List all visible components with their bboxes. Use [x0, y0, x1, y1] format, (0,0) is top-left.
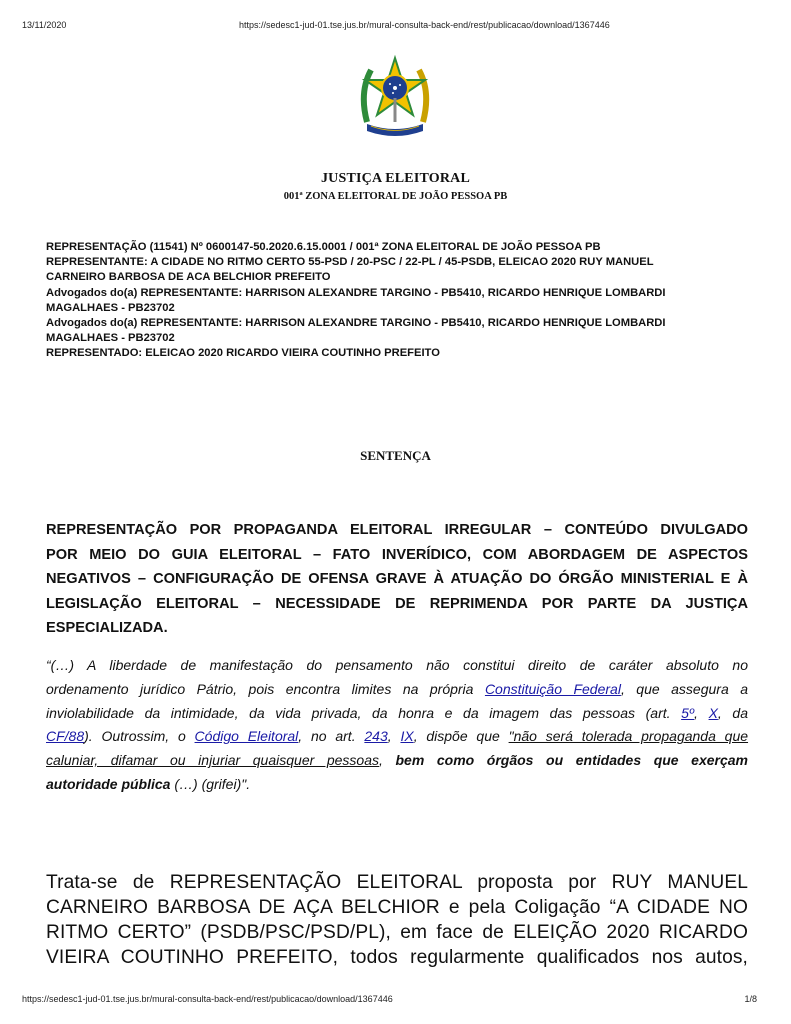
caption-line: CARNEIRO BARBOSA DE ACA BELCHIOR PREFEITO — [46, 271, 331, 284]
quoted-precedent — [46, 654, 748, 797]
body-paragraph — [46, 870, 748, 970]
quote-line — [46, 654, 748, 678]
print-url[interactable]: https://sedesc1-jud-01.tse.jus.br/mural-consulta-back-end/rest/publicacao/download/1367446 — [239, 20, 610, 30]
quote-underlined: caluniar, difamar ou injuriar quaisquer pessoas — [46, 752, 379, 769]
quote-text: ). Outrossim, o — [84, 728, 195, 745]
quote-text: “(…) A liberdade de manifestação do pensamento não constitui direito de caráter absoluto no — [46, 657, 748, 673]
quote-bold: bem como órgãos ou entidades que exerçam — [395, 752, 748, 769]
caption-line: REPRESENTANTE: A CIDADE NO RITMO CERTO 55-PSD / 20-PSC / 22-PL / 45-PSDB, ELEICAO 2020 RUY MANUEL — [46, 256, 654, 269]
brazil-coat-of-arms-icon — [357, 52, 433, 140]
ementa-line: ESPECIALIZADA. — [46, 620, 168, 636]
ementa-line: POR MEIO DO GUIA ELEITORAL – FATO INVERÍDICO, COM ABORDAGEM DE ASPECTOS — [46, 546, 748, 563]
caption-line: REPRESENTADO: ELEICAO 2020 RICARDO VIEIRA COUTINHO PREFEITO — [46, 347, 440, 360]
ementa-line: NEGATIVOS – CONFIGURAÇÃO DE OFENSA GRAVE À ATUAÇÃO DO ÓRGÃO MINISTERIAL E À — [46, 571, 748, 587]
quote-text: , que assegura a — [620, 680, 749, 697]
caption-line: MAGALHAES - PB23702 — [46, 332, 175, 345]
footer-url[interactable]: https://sedesc1-jud-01.tse.jus.br/mural-consulta-back-end/rest/publicacao/download/1367446 — [22, 994, 393, 1004]
ementa-line: LEGISLAÇÃO ELEITORAL – NECESSIDADE DE REPRIMENDA POR PARTE DA JUSTIÇA — [46, 595, 748, 612]
caption-line: Advogados do(a) REPRESENTANTE: HARRISON ALEXANDRE TARGINO - PB5410, RICARDO HENRIQUE LOMBARDI — [46, 286, 666, 299]
court-title: JUSTIÇA ELEITORAL — [320, 171, 471, 186]
quote-underlined: "não será tolerada propaganda que — [508, 728, 749, 745]
quote-text: , — [694, 704, 709, 721]
quote-text: , — [387, 728, 401, 745]
case-caption — [46, 240, 746, 362]
page-number: 1/8 — [744, 994, 757, 1004]
link-inciso-x[interactable]: X — [708, 704, 718, 721]
quote-line — [46, 702, 748, 726]
quote-line — [46, 773, 748, 797]
court-heading — [0, 171, 791, 202]
quote-text: inviolabilidade da intimidade, da vida privada, da honra e da imagem das pessoas (art. — [46, 704, 682, 721]
ementa-line: REPRESENTAÇÃO POR PROPAGANDA ELEITORAL IRREGULAR – CONTEÚDO DIVULGADO — [46, 522, 748, 538]
link-cf88[interactable]: CF/88 — [46, 728, 85, 745]
quote-text: , — [379, 752, 396, 769]
body-line: Trata-se de REPRESENTAÇÃO ELEITORAL proposta por RUY MANUEL — [46, 872, 748, 893]
document-heading: SENTENÇA — [360, 448, 431, 463]
link-codigo-eleitoral[interactable]: Código Eleitoral — [194, 728, 299, 745]
quote-line — [46, 678, 748, 702]
caption-line: Advogados do(a) REPRESENTANTE: HARRISON ALEXANDRE TARGINO - PB5410, RICARDO HENRIQUE LOMBARDI — [46, 317, 666, 330]
quote-text: ordenamento jurídico Pátrio, pois encontra limites na própria — [46, 680, 485, 697]
body-line: RITMO CERTO” (PSDB/PSC/PSD/PL), em face de ELEIÇÃO 2020 RICARDO — [46, 922, 748, 943]
link-inciso-ix[interactable]: IX — [400, 728, 414, 745]
quote-line — [46, 749, 748, 773]
quote-line — [46, 725, 748, 749]
body-line: CARNEIRO BARBOSA DE AÇA BELCHIOR e pela Coligação “A CIDADE NO — [46, 897, 748, 918]
quote-text: (…) (grifei)". — [170, 775, 251, 792]
ementa — [46, 518, 748, 641]
print-date: 13/11/2020 — [22, 20, 67, 30]
quote-bold: autoridade pública — [46, 775, 171, 792]
link-art-5[interactable]: 5º — [681, 704, 695, 721]
caption-line: MAGALHAES - PB23702 — [46, 301, 175, 314]
quote-text: , dispõe que — [413, 728, 509, 745]
caption-line: REPRESENTAÇÃO (11541) Nº 0600147-50.2020.6.15.0001 / 001ª ZONA ELEITORAL DE JOÃO PESSOA PB — [46, 241, 601, 253]
link-art-243[interactable]: 243 — [364, 728, 388, 745]
court-zone: 001ª ZONA ELEITORAL DE JOÃO PESSOA PB — [283, 191, 508, 202]
quote-text: , da — [717, 704, 748, 721]
quote-text: , no art. — [298, 728, 365, 745]
link-constituicao-federal[interactable]: Constituição Federal — [484, 680, 621, 697]
body-line: VIEIRA COUTINHO PREFEITO, todos regularmente qualificados nos autos, — [46, 947, 748, 968]
